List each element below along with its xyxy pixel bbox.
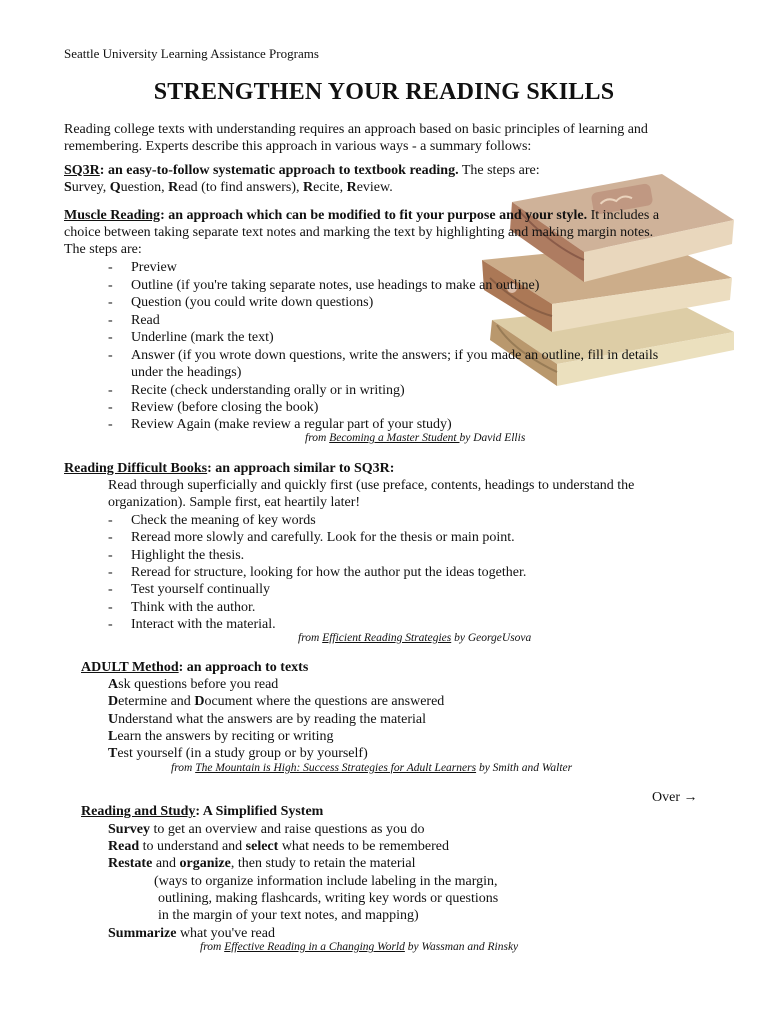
step-initial: Q	[109, 180, 121, 195]
cite-from: from	[171, 762, 196, 774]
cite-author: by GeorgeUsova	[451, 632, 532, 644]
list-item: Underline (mark the text)	[131, 330, 274, 345]
study-paren-line: (ways to organize information include labeling in the margin,	[154, 874, 498, 889]
list-item: Review Again (make review a regular part of your study)	[131, 417, 452, 432]
step-initial: R	[168, 180, 179, 195]
adult-heading-line	[81, 659, 308, 676]
step-initial: R	[346, 180, 357, 195]
bullet-dash: -	[108, 513, 113, 528]
acronym-letter: D	[194, 694, 205, 709]
difficult-heading-line	[64, 460, 394, 477]
step-rest: ead (to find answers),	[178, 180, 304, 195]
cite-author: by Smith and Walter	[476, 762, 573, 774]
cite-title: Becoming a Master Student	[329, 432, 460, 444]
bullet-dash: -	[108, 400, 113, 415]
list-item: Answer (if you wrote down questions, write the answers; if you made an outline, fill in details	[131, 348, 659, 363]
bullet-dash: -	[108, 348, 113, 363]
bullet-dash: -	[108, 582, 113, 597]
acronym-letter: U	[108, 712, 119, 727]
acronym-letter: L	[108, 729, 118, 744]
muscle-heading-line	[64, 207, 659, 224]
bullet-dash: -	[108, 530, 113, 545]
bullet-dash: -	[108, 617, 113, 632]
acronym-text: sk questions before you read	[118, 677, 279, 692]
cite-author: by David Ellis	[459, 432, 526, 444]
acronym-text: earn the answers by reciting or writing	[117, 729, 334, 744]
list-item: Check the meaning of key words	[131, 513, 316, 528]
study-heading: Reading and Study	[81, 804, 196, 819]
cite-title: Effective Reading in a Changing World	[224, 941, 405, 953]
study-read-line	[108, 838, 449, 855]
list-item: Test yourself continually	[131, 582, 270, 597]
bullet-dash: -	[108, 417, 113, 432]
muscle-desc: : an approach which can be modified to fit your purpose and your style.	[160, 208, 588, 223]
step-initial: R	[303, 180, 314, 195]
difficult-citation	[298, 632, 531, 644]
bullet-dash: -	[108, 313, 113, 328]
step-text: and	[152, 856, 180, 871]
intro-line-2: remembering. Experts describe this approach in various ways - a summary follows:	[64, 139, 532, 154]
study-desc: : A Simplified System	[195, 804, 324, 819]
list-item: Preview	[131, 260, 177, 275]
muscle-citation	[305, 432, 525, 444]
sq3r-steps	[64, 179, 393, 196]
bullet-dash: -	[108, 600, 113, 615]
sq3r-heading: SQ3R	[64, 163, 100, 178]
adult-heading: ADULT Method	[81, 660, 179, 675]
step-text: to get an overview and raise questions as you do	[150, 822, 425, 837]
sq3r-heading-line	[64, 162, 540, 179]
difficult-heading: Reading Difficult Books	[64, 461, 208, 476]
bullet-dash: -	[108, 330, 113, 345]
bullet-dash: -	[108, 383, 113, 398]
step-keyword: select	[245, 839, 279, 854]
acronym-text: ocument where the questions are answered	[204, 694, 445, 709]
step-rest: urvey,	[71, 180, 110, 195]
list-item: Reread for structure, looking for how the author put the ideas together.	[131, 565, 527, 580]
over-page-indicator	[652, 789, 698, 806]
cite-title: Efficient Reading Strategies	[322, 632, 452, 644]
list-item: Reread more slowly and carefully. Look for the thesis or main point.	[131, 530, 515, 545]
study-restate-line	[108, 855, 416, 872]
study-paren-line: outlining, making flashcards, writing key words or questions	[158, 891, 499, 906]
cite-from: from	[298, 632, 323, 644]
step-text: to understand and	[139, 839, 246, 854]
list-item: Think with the author.	[131, 600, 256, 615]
step-rest: eview.	[356, 180, 393, 195]
list-item: Review (before closing the book)	[131, 400, 319, 415]
muscle-line-3: The steps are:	[64, 242, 142, 257]
adult-desc: : an approach to texts	[178, 660, 309, 675]
study-summarize-line	[108, 925, 275, 942]
cite-author: by Wassman and Rinsky	[404, 941, 519, 953]
difficult-para-2: organization). Sample first, eat heartily later!	[108, 495, 361, 510]
bullet-dash: -	[108, 548, 113, 563]
step-keyword: Read	[108, 839, 140, 854]
list-item: Question (you could write down questions)	[131, 295, 374, 310]
cite-from: from	[200, 941, 225, 953]
acronym-letter: A	[108, 677, 119, 692]
step-rest: ecite,	[313, 180, 347, 195]
adult-line	[108, 728, 334, 745]
muscle-line-2: choice between taking separate text notes and marking the text by highlighting and making margin notes.	[64, 225, 654, 240]
muscle-after: It includes a	[587, 208, 660, 223]
study-survey-line	[108, 821, 425, 838]
bullet-dash: -	[108, 565, 113, 580]
difficult-desc: : an approach similar to SQ3R:	[207, 461, 395, 476]
list-item: Read	[131, 313, 160, 328]
acronym-letter: D	[108, 694, 119, 709]
adult-line	[108, 693, 444, 710]
sq3r-desc: : an easy-to-follow systematic approach to textbook reading.	[99, 163, 459, 178]
cite-title: The Mountain is High: Success Strategies for Adult Learners	[195, 762, 477, 774]
acronym-text: est yourself (in a study group or by yourself)	[117, 746, 368, 761]
list-item: Highlight the thesis.	[131, 548, 245, 563]
study-citation	[200, 941, 518, 953]
muscle-heading: Muscle Reading	[64, 208, 161, 223]
acronym-text: nderstand what the answers are by reading the material	[118, 712, 427, 727]
step-text: what you've read	[176, 926, 275, 941]
step-keyword: Survey	[108, 822, 150, 837]
adult-line	[108, 745, 368, 762]
list-item-continuation: under the headings)	[131, 365, 242, 380]
step-keyword: Restate	[108, 856, 153, 871]
adult-line	[108, 676, 278, 693]
step-keyword: Summarize	[108, 926, 177, 941]
intro-line-1: Reading college texts with understanding requires an approach based on basic principles of learning and	[64, 122, 648, 137]
right-arrow-icon: →	[683, 790, 698, 805]
adult-line	[108, 711, 426, 728]
over-label: Over	[652, 790, 680, 805]
list-item: Interact with the material.	[131, 617, 276, 632]
step-rest: uestion,	[120, 180, 169, 195]
step-text: , then study to retain the material	[230, 856, 416, 871]
difficult-para-1: Read through superficially and quickly first (use preface, contents, headings to understand the	[108, 478, 635, 493]
sq3r-after: The steps are:	[458, 163, 540, 178]
step-keyword: organize	[179, 856, 231, 871]
bullet-dash: -	[108, 278, 113, 293]
acronym-letter: T	[108, 746, 118, 761]
step-initial: S	[64, 180, 72, 195]
acronym-text: etermine and	[118, 694, 195, 709]
step-text: what needs to be remembered	[278, 839, 449, 854]
bullet-dash: -	[108, 260, 113, 275]
organization-header: Seattle University Learning Assistance Programs	[64, 46, 319, 61]
page-title: STRENGTHEN YOUR READING SKILLS	[153, 79, 615, 105]
study-heading-line	[81, 803, 323, 820]
list-item: Recite (check understanding orally or in writing)	[131, 383, 405, 398]
bullet-dash: -	[108, 295, 113, 310]
cite-from: from	[305, 432, 330, 444]
study-paren-line: in the margin of your text notes, and mapping)	[158, 908, 419, 923]
adult-citation	[171, 762, 572, 774]
list-item: Outline (if you're taking separate notes, use headings to make an outline)	[131, 278, 540, 293]
